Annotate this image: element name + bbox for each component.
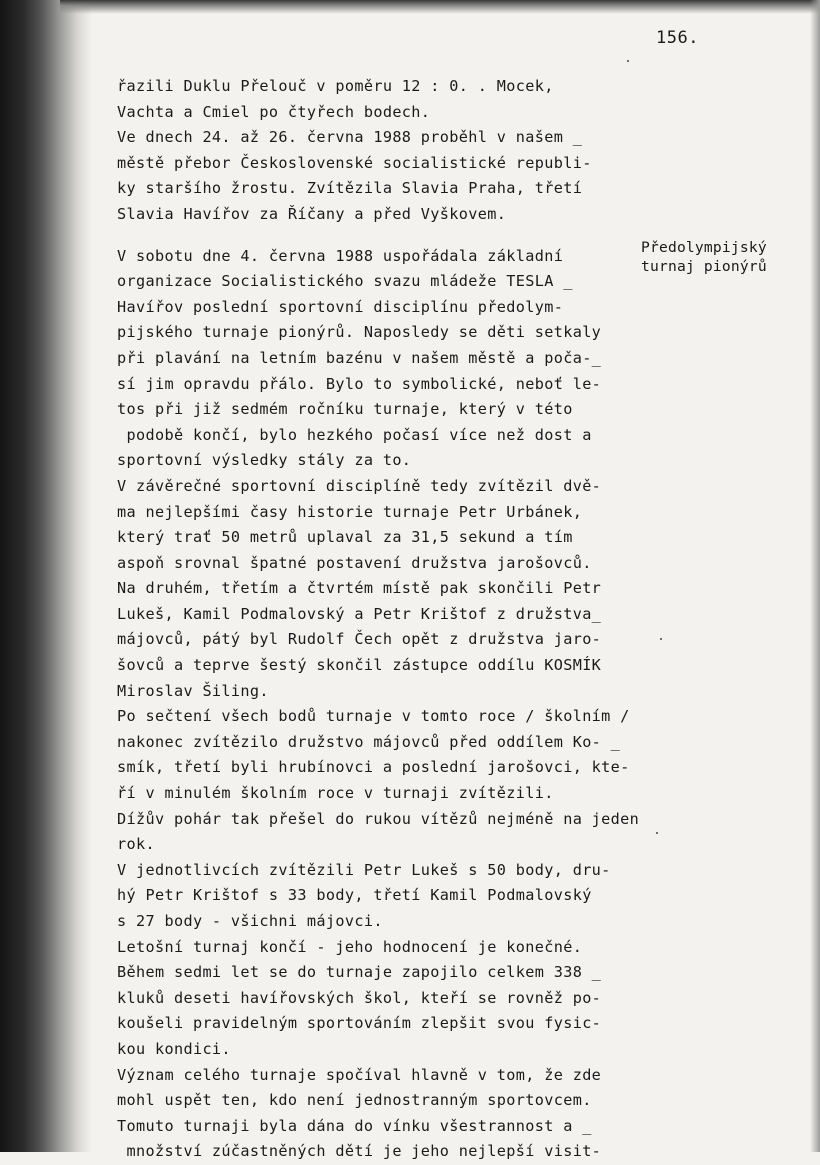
text-line: Dížův pohár tak přešel do rukou vítězů nejméně na jeden: [117, 809, 640, 828]
text-line: Na druhém, třetím a čtvrtém místě pak skončili Petr: [117, 579, 602, 598]
scan-shadow-right: [810, 0, 820, 1152]
text-line: kou kondici.: [117, 1039, 231, 1058]
text-line: sí jim opravdu přálo. Bylo to symbolické, neboť le-: [117, 374, 602, 393]
scan-shadow-left: [0, 0, 92, 1152]
text-line: tos při již sedmém ročníku turnaje, který v této: [117, 400, 573, 419]
text-line: podobě končí, bylo hezkého počasí více než dost a: [117, 425, 592, 444]
text-line: V sobotu dne 4. června 1988 uspořádala základní: [117, 246, 564, 265]
text-line: pijského turnaje pionýrů. Naposledy se děti setkaly: [117, 323, 602, 342]
text-line: množství zúčastněných dětí je jeho nejlepší visit-: [117, 1142, 602, 1161]
text-line: Ve dnech 24. až 26. června 1988 proběhl v našem _: [117, 128, 583, 147]
text-line: sportovní výsledky stály za to.: [117, 451, 412, 470]
text-line: rok.: [117, 835, 155, 854]
margin-note-line: Předolympijský: [641, 239, 767, 256]
text-line: V závěrečné sportovní disciplíně tedy zvítězil dvě-: [117, 476, 602, 495]
text-line: kluků deseti havířovských škol, kteří se rovněž po-: [117, 988, 602, 1007]
text-line: organizace Socialistického svazu mládeže TESLA _: [117, 272, 573, 291]
text-line: s 27 body - všichni májovci.: [117, 912, 383, 930]
text-line: Slavia Havířov za Říčany a před Vyškovem.: [117, 204, 507, 223]
text-line: mohl uspět ten, kdo není jednostranným sportovcem.: [117, 1091, 592, 1110]
text-line: řazili Duklu Přelouč v poměru 12 : 0. . Mocek,: [117, 77, 554, 95]
scan-speck: [656, 832, 658, 834]
text-line: Lukeš, Kamil Podmalovský a Petr Krištof z družstva_: [117, 604, 602, 623]
text-line: ky staršího žrostu. Zvítězila Slavia Praha, třetí: [117, 179, 583, 198]
text-line: koušeli pravidelným sportováním zlepšit svou fysic-: [117, 1014, 602, 1033]
text-line: ří v minulém školním roce v turnaji zvítězili.: [117, 784, 554, 803]
text-line: šovců a teprve šestý skončil zástupce oddílu KOSMÍK: [117, 656, 602, 675]
scan-speck: [660, 638, 662, 640]
page-number: 156.: [656, 28, 699, 48]
text-line: městě přebor Československé socialistické republi-: [117, 153, 592, 172]
text-line: Tomuto turnaji byla dána do vínku všestrannost a _: [117, 1116, 592, 1135]
text-line: Miroslav Šiling.: [117, 681, 269, 700]
paragraph-1: [117, 74, 652, 228]
text-line: při plavání na letním bazénu v našem městě a poča-_: [117, 348, 602, 367]
text-line: V jednotlivcích zvítězili Petr Lukeš s 50 body, dru-: [117, 860, 611, 879]
text-line: Po sečtení všech bodů turnaje v tomto roce / školním /: [117, 707, 630, 726]
text-line: ma nejlepšími časy historie turnaje Petr Urbánek,: [117, 502, 583, 521]
text-line: nakonec zvítězilo družstvo májovců před oddílem Ko- _: [117, 732, 621, 751]
margin-note: [641, 238, 817, 276]
text-line: hý Petr Krištof s 33 body, třetí Kamil Podmalovský: [117, 886, 592, 905]
margin-note-line: turnaj pionýrů: [641, 258, 767, 275]
text-line: Havířov poslední sportovní disciplínu předolym-: [117, 297, 564, 316]
paragraph-gap: [117, 228, 652, 244]
text-line: aspoň srovnal špatné postavení družstva jarošovců.: [117, 553, 592, 572]
document-body: [117, 74, 652, 1165]
text-line: májovců, pátý byl Rudolf Čech opět z družstva jaro-: [117, 630, 602, 649]
paragraph-2: [117, 244, 652, 1165]
text-line: Vachta a Cmiel po čtyřech bodech.: [117, 102, 431, 121]
text-line: Letošní turnaj končí - jeho hodnocení je konečné.: [117, 937, 583, 956]
text-line: smík, třetí byli hrubínovci a poslední jarošovci, kte-: [117, 758, 630, 777]
text-line: Význam celého turnaje spočíval hlavně v tom, že zde: [117, 1065, 602, 1084]
text-line: Během sedmi let se do turnaje zapojilo celkem 338 _: [117, 963, 602, 982]
scan-shadow-top: [60, 0, 820, 14]
scan-speck: [627, 60, 629, 62]
text-line: který trať 50 metrů uplaval za 31,5 sekund a tím: [117, 528, 573, 547]
